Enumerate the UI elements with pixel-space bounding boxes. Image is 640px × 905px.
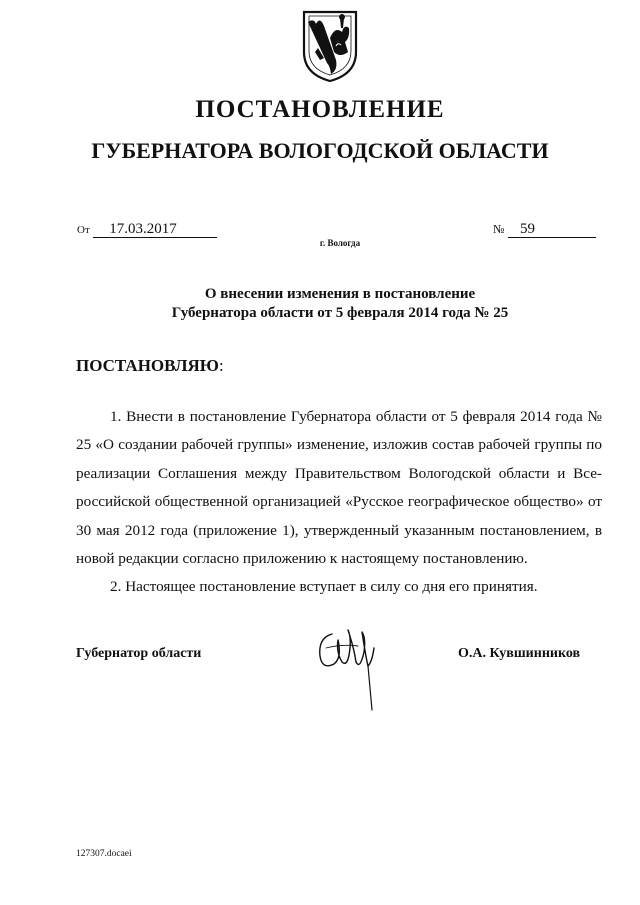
coat-of-arms-icon (300, 8, 360, 84)
date-value: 17.03.2017 (93, 221, 217, 238)
signatory-name: О.А. Кувшинников (458, 646, 581, 661)
subject-line-1: О внесении изменения в постановление (204, 286, 476, 302)
date-prefix: От (77, 224, 90, 236)
date-field (77, 221, 217, 238)
paragraph-1: 1. Внести в постановление Губернатора области от 5 февраля 2014 года № 25 «О создании рабочей группы» изменение, изложив состав рабочей группы по реализации Соглашения между Правительством Вологодской области и Все-российской общественной организацией «Русское географическое общество» от 30 мая 2012 года (приложение 1), утвержденный указанным постановлением, в новой редакции согласно приложению к настоящему постановлению. (76, 408, 602, 568)
number-value: 59 (508, 221, 596, 238)
subject-block (0, 285, 640, 323)
decree-colon: : (218, 356, 224, 375)
subject-line-2: Губернатора области от 5 февраля 2014 года № 25 (171, 305, 509, 321)
decree-word: ПОСТАНОВЛЯЮ (76, 356, 219, 375)
number-prefix: № (493, 222, 505, 236)
signatory-position: Губернатор области (76, 646, 202, 661)
number-field (493, 221, 596, 238)
document-subtitle: ГУБЕРНАТОРА ВОЛОГОДСКОЙ ОБЛАСТИ (91, 138, 549, 163)
document-title: ПОСТАНОВЛЕНИЕ (195, 96, 445, 123)
handwritten-signature-icon (312, 618, 382, 714)
paragraph-2: 2. Настоящее постановление вступает в силу со дня его принятия. (110, 578, 538, 596)
city-label: г. Вологда (319, 238, 361, 248)
decree-heading (76, 356, 224, 376)
body-text (76, 403, 602, 602)
footer-doc-id: 127307.docaei (76, 849, 132, 859)
